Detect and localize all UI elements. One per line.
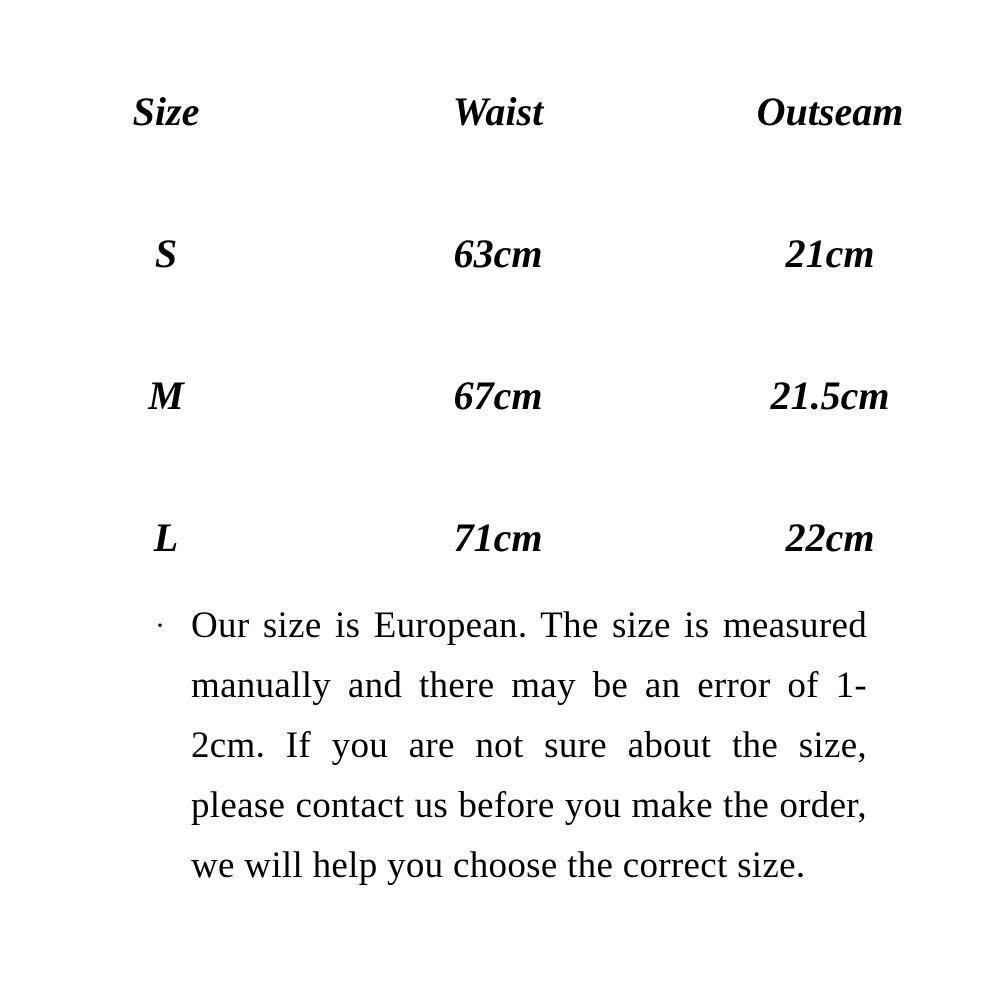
row-l-size: L: [153, 515, 179, 560]
size-note-text: Our size is European. The size is measured manually and there may be an error of 1-2cm. If you are not sure about the size, please contact us before you make the order, we will help you choose the correct size.: [191, 605, 867, 886]
bullet-dot: ·: [155, 609, 165, 642]
header-outseam: Outseam: [756, 89, 904, 134]
row-m-size: M: [148, 373, 184, 418]
row-l-waist: 71cm: [453, 515, 543, 560]
header-waist: Waist: [452, 89, 544, 134]
row-s-outseam: 21cm: [785, 231, 875, 276]
row-s-size: S: [154, 231, 178, 276]
header-size: Size: [132, 89, 200, 134]
row-m-waist: 67cm: [453, 373, 543, 418]
row-s-waist: 63cm: [453, 231, 543, 276]
row-l-outseam: 22cm: [785, 515, 875, 560]
row-m-outseam: 21.5cm: [770, 373, 890, 418]
